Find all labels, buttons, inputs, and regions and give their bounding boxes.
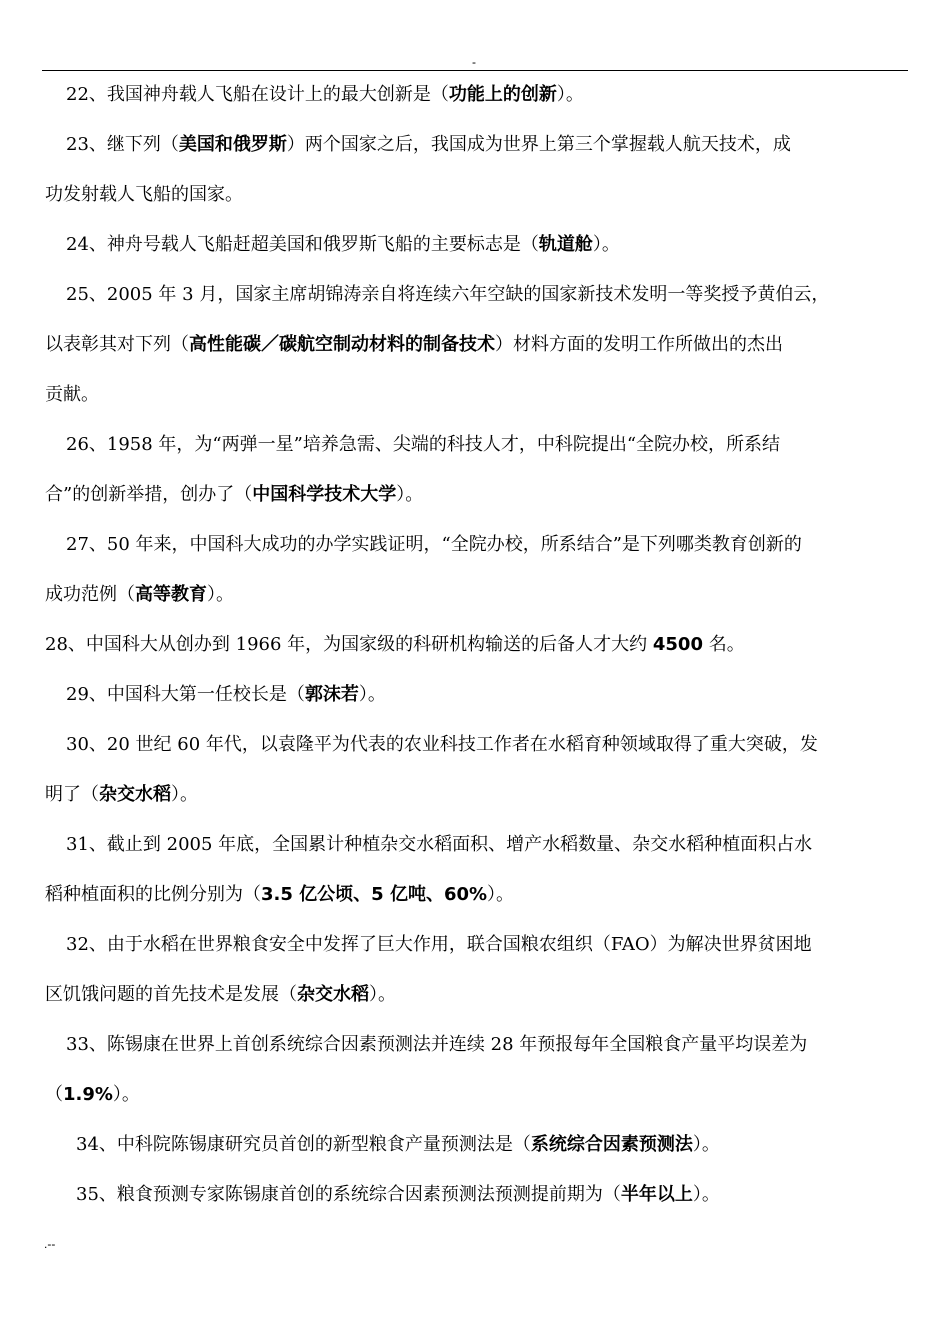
question-text: 区饥饿问题的首先技术是发展（ [45, 984, 297, 1005]
question-25-continued [45, 333, 783, 357]
question-text: ）材料方面的发明工作所做出的杰出 [495, 334, 783, 355]
question-23 [66, 133, 791, 157]
answer: 功能上的创新 [448, 84, 557, 105]
question-28 [45, 633, 745, 657]
question-text: ）。 [487, 884, 515, 905]
answer: 中国科学技术大学 [252, 484, 397, 505]
question-text: 稻种植面积的比例分别为（ [45, 884, 261, 905]
question-text: 明了（ [45, 784, 99, 805]
question-30: 30、20 世纪 60 年代，以袁隆平为代表的农业科技工作者在水稻育种领域取得了重大突破，发 [66, 734, 818, 755]
question-25: 25、2005 年 3 月，国家主席胡锦涛亲自将连续六年空缺的国家新技术发明一等奖授予黄伯云， [66, 284, 830, 305]
question-text: ）。 [112, 1084, 140, 1105]
answer: 4500 [652, 634, 703, 655]
answer: 高性能碳／碳航空制动材料的制备技术 [189, 334, 495, 355]
answer: 轨道舱 [538, 234, 593, 255]
question-text: 34、中科院陈锡康研究员首创的新型粮食产量预测法是（ [76, 1134, 531, 1155]
question-text: ）。 [396, 484, 424, 505]
question-27: 27、50 年来，中国科大成功的办学实践证明，“全院办校，所系结合”是下列哪类教育创新的 [66, 534, 802, 555]
footer-mark: .-- [44, 1237, 56, 1251]
answer: 美国和俄罗斯 [178, 134, 287, 155]
question-27-continued [45, 583, 234, 607]
question-text: ）。 [692, 1134, 720, 1155]
question-text: ）。 [592, 234, 620, 255]
answer: 1.9% [63, 1084, 113, 1105]
question-text: 29、中国科大第一任校长是（ [66, 684, 305, 705]
header-mark: - [472, 55, 476, 69]
question-text: 28、中国科大从创办到 1966 年，为国家级的科研机构输送的后备人才大约 [45, 634, 653, 655]
answer: 杂交水稻 [297, 984, 369, 1005]
question-text: 24、神舟号载人飞船赶超美国和俄罗斯飞船的主要标志是（ [66, 234, 539, 255]
question-text: ）。 [369, 984, 396, 1005]
answer: 杂交水稻 [99, 784, 171, 805]
question-29 [66, 683, 386, 707]
answer: 郭沫若 [304, 684, 359, 705]
question-24 [66, 233, 620, 257]
answer: 系统综合因素预测法 [530, 1134, 693, 1155]
question-text: ）。 [171, 784, 198, 805]
question-31: 31、截止到 2005 年底，全国累计种植杂交水稻面积、增产水稻数量、杂交水稻种植面积占水 [66, 834, 813, 855]
question-26: 26、1958 年，为“两弹一星”培养急需、尖端的科技人才，中科院提出“全院办校，所系结 [66, 434, 781, 455]
question-35 [76, 1183, 720, 1207]
question-text: 名。 [702, 634, 745, 655]
question-text: 22、我国神舟载人飞船在设计上的最大创新是（ [66, 84, 449, 105]
header-rule [42, 70, 908, 71]
question-26-continued [45, 483, 423, 507]
question-33: 33、陈锡康在世界上首创系统综合因素预测法并连续 28 年预报每年全国粮食产量平均误差为 [66, 1034, 808, 1055]
question-34 [76, 1133, 720, 1157]
question-30-continued [45, 783, 198, 807]
question-text: ）。 [692, 1184, 720, 1205]
question-text: ）。 [207, 584, 234, 605]
question-32-continued [45, 983, 396, 1007]
question-text: 23、继下列（ [66, 134, 179, 155]
question-text: ）两个国家之后，我国成为世界上第三个掌握载人航天技术，成 [286, 134, 791, 155]
question-33-continued [45, 1083, 140, 1107]
question-25-continued: 贡献。 [45, 384, 99, 405]
question-text: 35、粮食预测专家陈锡康首创的系统综合因素预测法预测提前期为（ [76, 1184, 621, 1205]
question-23-continued: 功发射载人飞船的国家。 [45, 184, 243, 205]
question-32: 32、由于水稻在世界粮食安全中发挥了巨大作用，联合国粮农组织（FAO）为解决世界贫困地 [66, 934, 812, 955]
question-text: 成功范例（ [45, 584, 135, 605]
question-text: ）。 [556, 84, 584, 105]
question-text: 以表彰其对下列（ [45, 334, 189, 355]
question-text: ）。 [358, 684, 386, 705]
question-text: （ [45, 1084, 63, 1105]
answer: 高等教育 [135, 584, 207, 605]
question-22 [66, 83, 584, 107]
answer: 3.5 亿公顷、5 亿吨、60% [261, 884, 488, 905]
question-31-continued [45, 883, 514, 907]
answer: 半年以上 [620, 1184, 693, 1205]
question-text: 合”的创新举措，创办了（ [45, 484, 253, 505]
